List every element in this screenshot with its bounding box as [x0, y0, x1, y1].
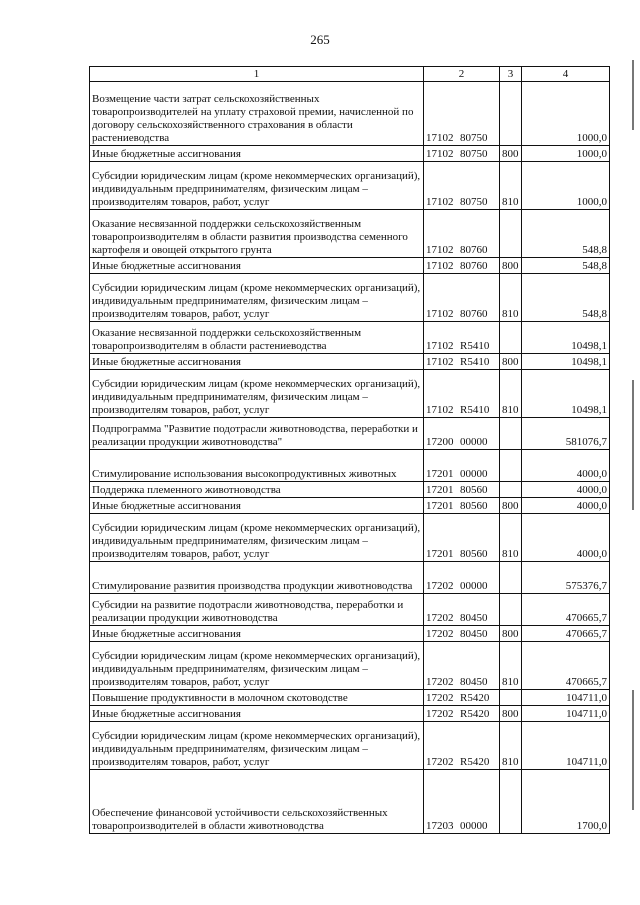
row-sum: 470665,7 [522, 626, 610, 642]
row-code-direction: 80450 [460, 676, 488, 688]
row-expense-type [500, 210, 522, 258]
row-name: Иные бюджетные ассигнования [90, 706, 424, 722]
row-code-direction: 00000 [460, 580, 488, 592]
row-expense-type [500, 562, 522, 594]
row-code [424, 274, 500, 322]
row-expense-type [500, 450, 522, 482]
row-sum: 4000,0 [522, 450, 610, 482]
table-row [90, 322, 610, 354]
row-expense-type: 810 [500, 274, 522, 322]
row-name: Оказание несвязанной поддержки сельскохозяйственным товаропроизводителям в области растениеводства [90, 322, 424, 354]
header-row [90, 67, 610, 82]
row-code-program: 17200 [426, 436, 454, 448]
row-code-direction: 80560 [460, 500, 488, 512]
row-code-direction: 00000 [460, 436, 488, 448]
row-code-direction: 80560 [460, 548, 488, 560]
row-code-direction: 00000 [460, 820, 488, 832]
row-code-program: 17201 [426, 500, 454, 512]
row-sum: 1000,0 [522, 146, 610, 162]
row-name: Подпрограмма "Развитие подотрасли животноводства, переработки и реализации продукции животноводства" [90, 418, 424, 450]
row-code [424, 626, 500, 642]
row-code [424, 482, 500, 498]
row-name: Субсидии юридическим лицам (кроме некоммерческих организаций), индивидуальным предпринимателям, физическим лицам – производителям товаров, работ, услуг [90, 642, 424, 690]
row-code-program: 17102 [426, 340, 454, 352]
row-code-program: 17102 [426, 308, 454, 320]
row-code-program: 17102 [426, 260, 454, 272]
column-header: 1 [90, 67, 424, 82]
row-code [424, 642, 500, 690]
row-code-direction: 00000 [460, 468, 488, 480]
row-code [424, 370, 500, 418]
row-code [424, 210, 500, 258]
row-code-program: 17202 [426, 676, 454, 688]
row-sum: 1000,0 [522, 162, 610, 210]
row-name: Субсидии юридическим лицам (кроме некоммерческих организаций), индивидуальным предпринимателям, физическим лицам – производителям товаров, работ, услуг [90, 162, 424, 210]
row-expense-type [500, 322, 522, 354]
table-row [90, 626, 610, 642]
row-sum: 548,8 [522, 210, 610, 258]
row-code-program: 17201 [426, 548, 454, 560]
table-row [90, 274, 610, 322]
row-expense-type: 800 [500, 258, 522, 274]
row-expense-type [500, 418, 522, 450]
row-code [424, 322, 500, 354]
table-row [90, 770, 610, 834]
row-sum: 10498,1 [522, 370, 610, 418]
table-row [90, 562, 610, 594]
row-code-direction: 80450 [460, 612, 488, 624]
row-sum: 104711,0 [522, 722, 610, 770]
row-name: Субсидии юридическим лицам (кроме некоммерческих организаций), индивидуальным предпринимателям, физическим лицам – производителям товаров, работ, услуг [90, 370, 424, 418]
row-code [424, 770, 500, 834]
row-code [424, 594, 500, 626]
row-code-program: 17202 [426, 612, 454, 624]
row-code [424, 146, 500, 162]
row-sum: 1700,0 [522, 770, 610, 834]
row-code [424, 514, 500, 562]
row-code-direction: 80750 [460, 148, 488, 160]
row-sum: 1000,0 [522, 82, 610, 146]
row-name: Иные бюджетные ассигнования [90, 626, 424, 642]
row-name: Субсидии на развитие подотрасли животноводства, переработки и реализации продукции животноводства [90, 594, 424, 626]
row-sum: 470665,7 [522, 594, 610, 626]
row-code-program: 17102 [426, 404, 454, 416]
row-name: Стимулирование развития производства продукции животноводства [90, 562, 424, 594]
row-sum: 104711,0 [522, 706, 610, 722]
table-row [90, 258, 610, 274]
row-code [424, 562, 500, 594]
table-row [90, 210, 610, 258]
table-row [90, 418, 610, 450]
row-code [424, 82, 500, 146]
row-code [424, 450, 500, 482]
row-code-direction: R5410 [460, 404, 490, 416]
row-sum: 10498,1 [522, 354, 610, 370]
row-code-direction: 80750 [460, 196, 488, 208]
table-row [90, 82, 610, 146]
row-name: Поддержка племенного животноводства [90, 482, 424, 498]
row-expense-type [500, 82, 522, 146]
row-name: Субсидии юридическим лицам (кроме некоммерческих организаций), индивидуальным предпринимателям, физическим лицам – производителям товаров, работ, услуг [90, 722, 424, 770]
row-expense-type: 800 [500, 498, 522, 514]
row-code-program: 17203 [426, 820, 454, 832]
row-sum: 470665,7 [522, 642, 610, 690]
row-sum: 548,8 [522, 274, 610, 322]
table-row [90, 690, 610, 706]
scan-edge-mark [632, 380, 634, 510]
row-code-program: 17102 [426, 132, 454, 144]
table-row [90, 706, 610, 722]
row-name: Повышение продуктивности в молочном скотоводстве [90, 690, 424, 706]
row-code-program: 17102 [426, 196, 454, 208]
table-row [90, 722, 610, 770]
row-expense-type: 810 [500, 642, 522, 690]
row-code-direction: R5410 [460, 340, 490, 352]
row-code [424, 418, 500, 450]
row-code-program: 17202 [426, 708, 454, 720]
table-row [90, 642, 610, 690]
row-code-direction: R5410 [460, 356, 490, 368]
row-name: Стимулирование использования высокопродуктивных животных [90, 450, 424, 482]
row-code-program: 17202 [426, 580, 454, 592]
row-code-direction: R5420 [460, 692, 490, 704]
row-expense-type [500, 594, 522, 626]
row-expense-type: 800 [500, 626, 522, 642]
row-code-direction: 80450 [460, 628, 488, 640]
row-code-direction: 80560 [460, 484, 488, 496]
row-code-program: 17201 [426, 484, 454, 496]
row-expense-type: 800 [500, 354, 522, 370]
row-name: Оказание несвязанной поддержки сельскохозяйственным товаропроизводителям в области развития производства семенного картофеля и овощей открытого грунта [90, 210, 424, 258]
table-row [90, 370, 610, 418]
column-header: 2 [424, 67, 500, 82]
page-number: 265 [310, 32, 330, 47]
row-code-program: 17202 [426, 756, 454, 768]
column-header: 3 [500, 67, 522, 82]
row-expense-type [500, 770, 522, 834]
row-code-direction: 80760 [460, 244, 488, 256]
row-sum: 548,8 [522, 258, 610, 274]
row-expense-type [500, 482, 522, 498]
row-sum: 4000,0 [522, 482, 610, 498]
table-row [90, 354, 610, 370]
row-name: Иные бюджетные ассигнования [90, 498, 424, 514]
row-code-direction: R5420 [460, 708, 490, 720]
table-row [90, 482, 610, 498]
row-name: Субсидии юридическим лицам (кроме некоммерческих организаций), индивидуальным предпринимателям, физическим лицам – производителям товаров, работ, услуг [90, 514, 424, 562]
table-row [90, 450, 610, 482]
scan-edge-mark [632, 690, 634, 810]
row-code-direction: 80750 [460, 132, 488, 144]
row-expense-type: 810 [500, 370, 522, 418]
row-expense-type: 810 [500, 162, 522, 210]
row-code [424, 722, 500, 770]
row-code-direction: 80760 [460, 260, 488, 272]
table-row [90, 162, 610, 210]
row-expense-type: 800 [500, 706, 522, 722]
row-code-direction: R5420 [460, 756, 490, 768]
row-expense-type: 810 [500, 722, 522, 770]
row-code-program: 17102 [426, 148, 454, 160]
row-sum: 104711,0 [522, 690, 610, 706]
table-body [90, 67, 610, 834]
scan-edge-mark [632, 60, 634, 130]
row-sum: 575376,7 [522, 562, 610, 594]
row-name: Иные бюджетные ассигнования [90, 146, 424, 162]
table-row [90, 594, 610, 626]
row-expense-type: 810 [500, 514, 522, 562]
row-code [424, 498, 500, 514]
budget-table [89, 66, 610, 834]
row-expense-type: 800 [500, 146, 522, 162]
row-code-program: 17202 [426, 692, 454, 704]
row-sum: 4000,0 [522, 514, 610, 562]
row-name: Обеспечение финансовой устойчивости сельскохозяйственных товаропроизводителей в области животноводства [90, 770, 424, 834]
row-code [424, 690, 500, 706]
row-code [424, 258, 500, 274]
row-code-program: 17201 [426, 468, 454, 480]
row-code-program: 17102 [426, 356, 454, 368]
table-row [90, 514, 610, 562]
row-name: Возмещение части затрат сельскохозяйственных товаропроизводителей на уплату страховой премии, начисленной по договору сельскохозяйственного страхования в области растениеводства [90, 82, 424, 146]
row-sum: 581076,7 [522, 418, 610, 450]
table-row [90, 498, 610, 514]
row-name: Субсидии юридическим лицам (кроме некоммерческих организаций), индивидуальным предпринимателям, физическим лицам – производителям товаров, работ, услуг [90, 274, 424, 322]
row-name: Иные бюджетные ассигнования [90, 258, 424, 274]
row-sum: 10498,1 [522, 322, 610, 354]
row-sum: 4000,0 [522, 498, 610, 514]
row-code-program: 17202 [426, 628, 454, 640]
row-code [424, 354, 500, 370]
row-code [424, 706, 500, 722]
row-code-direction: 80760 [460, 308, 488, 320]
row-expense-type [500, 690, 522, 706]
row-name: Иные бюджетные ассигнования [90, 354, 424, 370]
row-code-program: 17102 [426, 244, 454, 256]
row-code [424, 162, 500, 210]
table-row [90, 146, 610, 162]
column-header: 4 [522, 67, 610, 82]
